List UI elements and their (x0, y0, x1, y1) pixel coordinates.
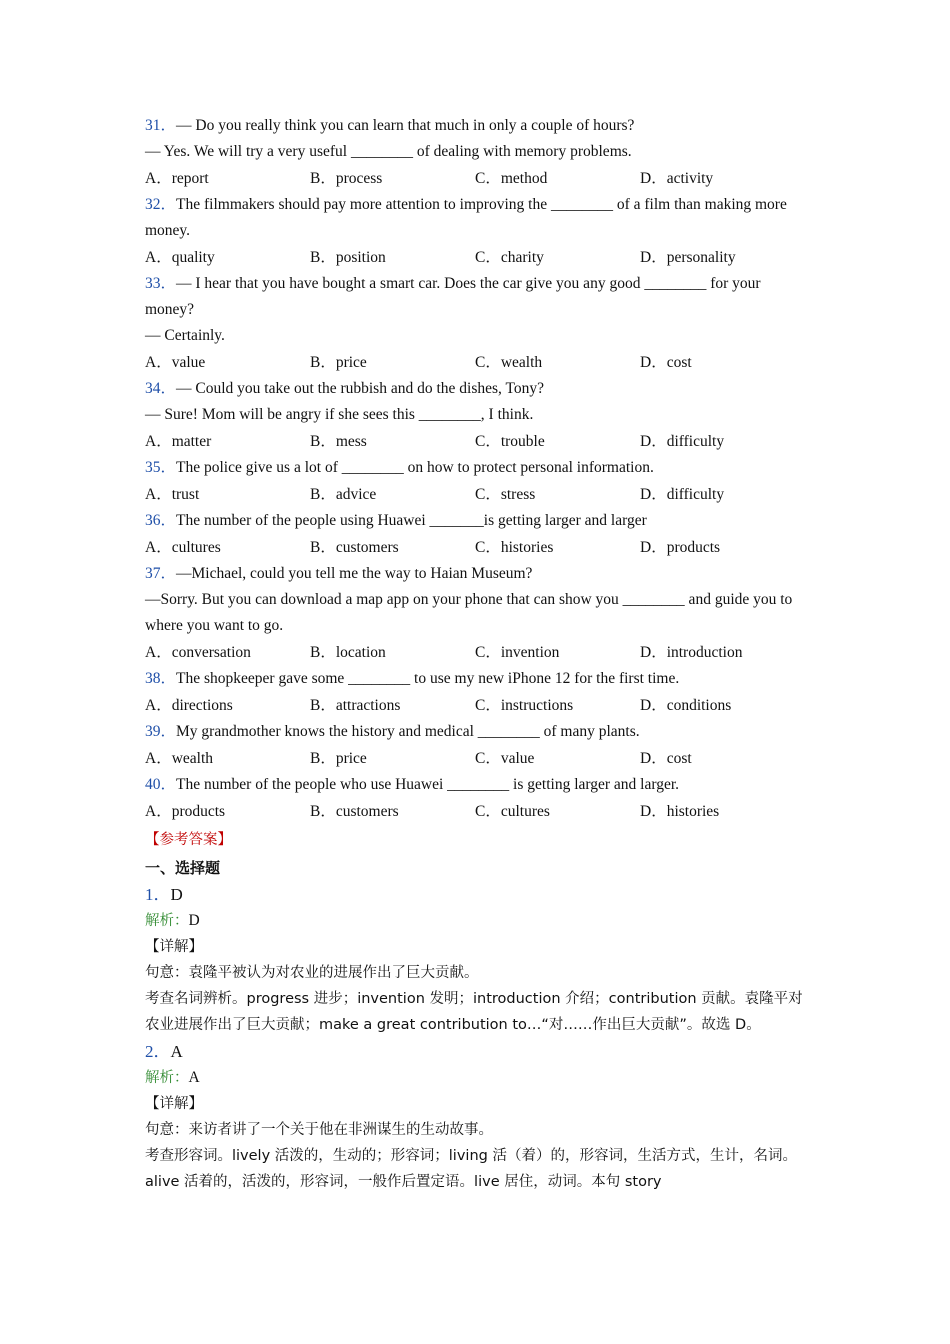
option-a: A．trust (145, 486, 200, 503)
option-c: C．method (475, 170, 548, 187)
question-number: 31 (145, 117, 161, 134)
options-row (145, 165, 805, 192)
explanation-paragraph: 考查形容词。lively 活泼的，生动的；形容词；living 活（着）的，形容词，生活方式，生计，名词。 alive 活着的，活泼的，形容词，一般作后置定语。live 居住，动词。本句 story (145, 1148, 797, 1190)
option-a: A．report (145, 170, 209, 187)
detail-label: 【详解】 (145, 1096, 203, 1112)
option-a: A．products (145, 803, 226, 820)
option-b: B．customers (310, 803, 399, 820)
option-b: B．price (310, 354, 367, 371)
option-d: D．difficulty (640, 486, 725, 503)
option-d: D．personality (640, 249, 736, 266)
question-text: — Sure! Mom will be angry if she sees this ________, I think. (145, 406, 534, 423)
analysis-label: 解析： (145, 913, 189, 929)
option-d: D．difficulty (640, 433, 725, 450)
question-number: 38 (145, 670, 161, 687)
option-a: A．cultures (145, 539, 221, 556)
answer-letter: D (170, 885, 183, 904)
question-37: 37．—Michael, could you tell me the way to Haian Museum? —Sorry. But you can download a map app on your phone that can show you ________ and guide you to where you want to go. A．conversation B．location C．invention D．introduction (145, 561, 805, 666)
options-row (145, 639, 805, 666)
question-number: 40 (145, 776, 161, 793)
option-d: D．conditions (640, 697, 732, 714)
question-text: —Michael, could you tell me the way to Haian Museum? (176, 565, 533, 582)
options-row (145, 349, 805, 376)
question-text: — I hear that you have bought a smart car. Does the car give you any good ________ for your money? (145, 275, 761, 318)
option-c: C．value (475, 750, 535, 767)
analysis-value: A (188, 1069, 200, 1086)
options-row (145, 244, 805, 271)
question-text: The number of the people who use Huawei ________ is getting larger and larger. (176, 776, 680, 793)
question-36: 36．The number of the people using Huawei _______is getting larger and larger A．cultures B．customers C．histories D．products (145, 508, 805, 561)
option-a: A．quality (145, 249, 215, 266)
question-32: 32．The filmmakers should pay more attention to improving the ________ of a film than making more money. A．quality B．position C．charity D．personality (145, 192, 805, 271)
question-number: 37 (145, 565, 161, 582)
option-b: B．location (310, 644, 386, 661)
question-text: — Do you really think you can learn that much in only a couple of hours? (176, 117, 635, 134)
option-d: D．activity (640, 170, 714, 187)
options-row (145, 692, 805, 719)
question-39: 39．My grandmother knows the history and medical ________ of many plants. A．wealth B．price C．value D．cost (145, 719, 805, 772)
answer-number: 2 (145, 1042, 154, 1061)
option-c: C．histories (475, 539, 554, 556)
question-35: 35．The police give us a lot of ________ on how to protect personal information. A．trust B．advice C．stress D．difficulty (145, 455, 805, 508)
question-text: The filmmakers should pay more attention to improving the ________ of a film than making more money. (145, 196, 787, 239)
option-c: C．stress (475, 486, 536, 503)
question-33: 33．— I hear that you have bought a smart car. Does the car give you any good ________ for your money? — Certainly. A．value B．price C．wealth D．cost (145, 271, 805, 376)
question-34: 34．— Could you take out the rubbish and do the dishes, Tony? — Sure! Mom will be angry if she sees this ________, I think. A．matter B．mess C．trouble D．difficulty (145, 376, 805, 455)
answer-1: 1．D 解析：D 【详解】 句意：袁隆平被认为对农业的进展作出了巨大贡献。 考查名词辨析。progress 进步；invention 发明；introduction 介绍；contribution 贡献。袁隆平对农业进展作出了巨大贡献；make a great contribution to…“对……作出巨大贡献”。故选 D。 (145, 881, 805, 1038)
option-c: C．instructions (475, 697, 574, 714)
question-38: 38．The shopkeeper gave some ________ to use my new iPhone 12 for the first time. A．directions B．attractions C．instructions D．conditions (145, 666, 805, 719)
option-c: C．charity (475, 249, 544, 266)
option-b: B．mess (310, 433, 367, 450)
options-row (145, 798, 805, 825)
option-a: A．conversation (145, 644, 251, 661)
option-c: C．invention (475, 644, 560, 661)
option-b: B．advice (310, 486, 377, 503)
option-b: B．attractions (310, 697, 401, 714)
question-40: 40．The number of the people who use Huawei ________ is getting larger and larger. A．products B．customers C．cultures D．histories (145, 772, 805, 825)
option-a: A．value (145, 354, 206, 371)
answer-2: 2．A 解析：A 【详解】 句意：来访者讲了一个关于他在非洲谋生的生动故事。 考查形容词。lively 活泼的，生动的；形容词；living 活（着）的，形容词，生活方式，生计，名词。 alive 活着的，活泼的，形容词，一般作后置定语。live 居住，动词。本句 story (145, 1038, 805, 1195)
section-title: 一、选择题 (145, 859, 221, 877)
question-text: My grandmother knows the history and medical ________ of many plants. (176, 723, 640, 740)
question-text: The police give us a lot of ________ on how to protect personal information. (176, 459, 654, 476)
explanation-paragraph: 句意：来访者讲了一个关于他在非洲谋生的生动故事。 (145, 1122, 493, 1138)
option-d: D．products (640, 539, 721, 556)
detail-label: 【详解】 (145, 939, 203, 955)
option-b: B．customers (310, 539, 399, 556)
question-31: 31．— Do you really think you can learn that much in only a couple of hours? — Yes. We will try a very useful ________ of dealing with memory problems. A．report B．process C．method D．activity (145, 113, 805, 192)
answer-letter: A (170, 1042, 183, 1061)
question-number: 32 (145, 196, 161, 213)
option-c: C．cultures (475, 803, 550, 820)
option-d: D．cost (640, 750, 692, 767)
question-text: —Sorry. But you can download a map app on your phone that can show you ________ and guide you to where you want to go. (145, 591, 793, 634)
option-a: A．matter (145, 433, 212, 450)
options-row (145, 534, 805, 561)
option-b: B．position (310, 249, 386, 266)
question-text: — Certainly. (145, 327, 225, 344)
options-row (145, 745, 805, 772)
analysis-value: D (188, 912, 200, 929)
options-row (145, 428, 805, 455)
option-a: A．directions (145, 697, 233, 714)
question-number: 34 (145, 380, 161, 397)
option-c: C．wealth (475, 354, 543, 371)
explanation-paragraph: 考查名词辨析。progress 进步；invention 发明；introduction 介绍；contribution 贡献。袁隆平对农业进展作出了巨大贡献；make a great contribution to…“对……作出巨大贡献”。故选 D。 (145, 991, 803, 1033)
question-text: — Yes. We will try a very useful ________ of dealing with memory problems. (145, 143, 632, 160)
question-text: The shopkeeper gave some ________ to use my new iPhone 12 for the first time. (176, 670, 680, 687)
option-c: C．trouble (475, 433, 545, 450)
option-d: D．cost (640, 354, 692, 371)
answer-number: 1 (145, 885, 154, 904)
question-text: — Could you take out the rubbish and do the dishes, Tony? (176, 380, 545, 397)
option-a: A．wealth (145, 750, 214, 767)
analysis-label: 解析： (145, 1070, 189, 1086)
option-d: D．histories (640, 803, 720, 820)
question-number: 39 (145, 723, 161, 740)
question-number: 33 (145, 275, 161, 292)
options-row (145, 481, 805, 508)
question-text: The number of the people using Huawei _______is getting larger and larger (176, 512, 647, 529)
option-b: B．price (310, 750, 367, 767)
answer-header: 【参考答案】 (145, 832, 232, 848)
option-b: B．process (310, 170, 383, 187)
option-d: D．introduction (640, 644, 743, 661)
question-number: 35 (145, 459, 161, 476)
question-number: 36 (145, 512, 161, 529)
document-content (145, 113, 805, 1195)
explanation-paragraph: 句意：袁隆平被认为对农业的进展作出了巨大贡献。 (145, 965, 479, 981)
